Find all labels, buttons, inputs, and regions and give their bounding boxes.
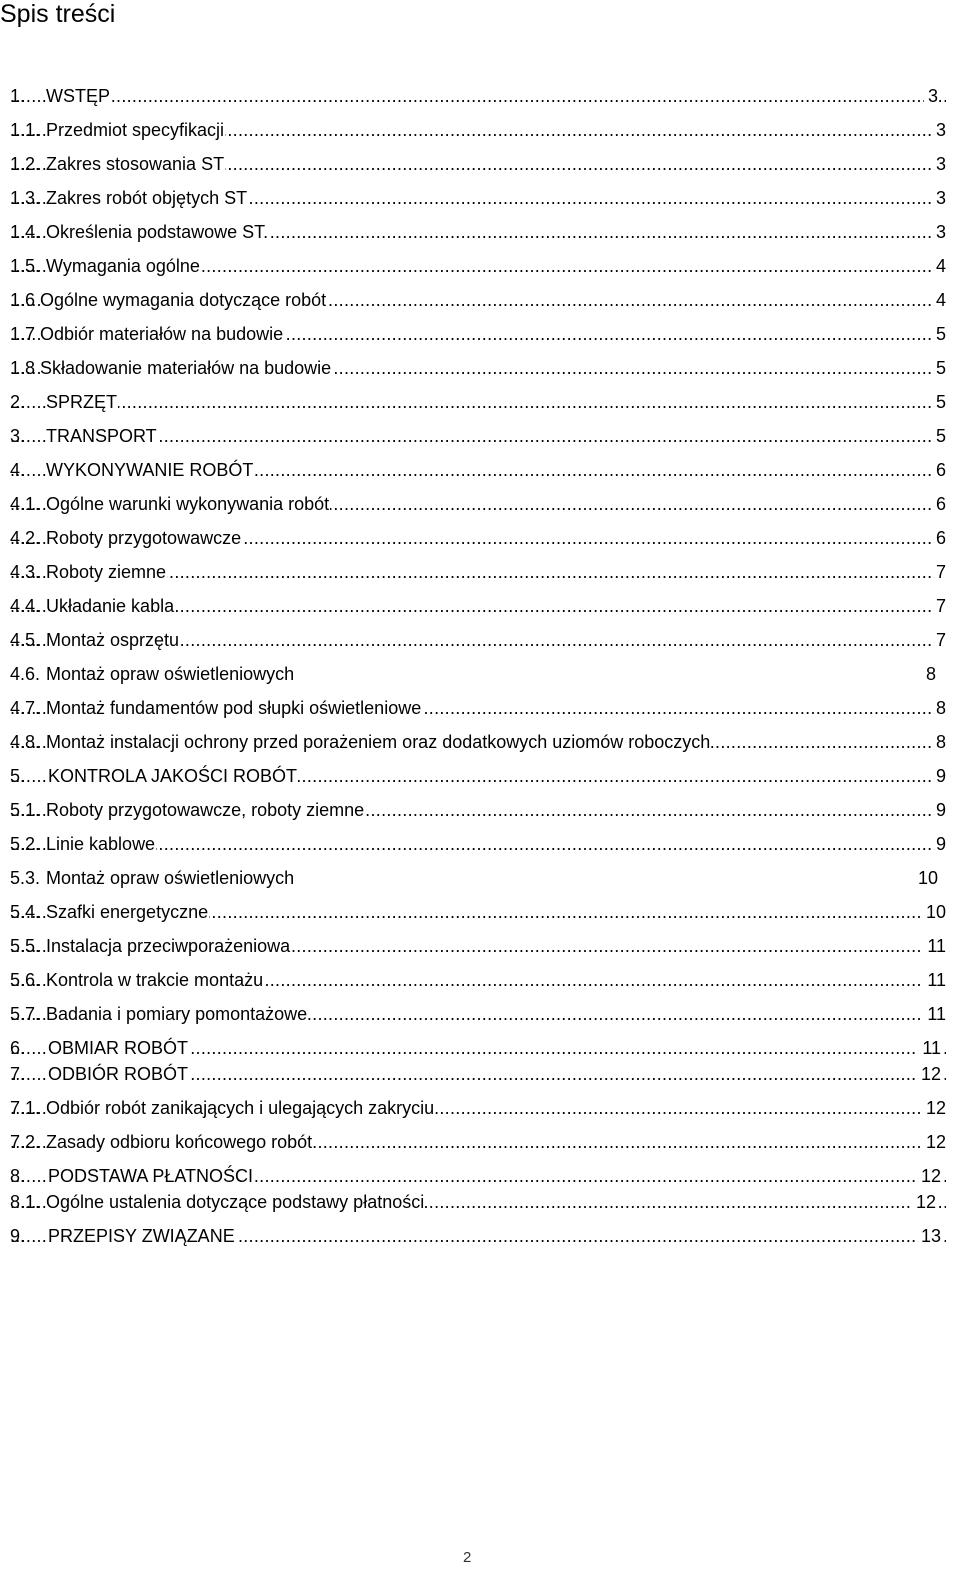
toc-entry-title[interactable]: ODBIÓR ROBÓT <box>48 1064 189 1084</box>
toc-entry-title[interactable]: Linie kablowe <box>46 834 156 854</box>
toc-entry-5-1[interactable] <box>10 798 946 822</box>
toc-entry-page: 5 <box>932 322 946 346</box>
dot-leader <box>10 390 946 414</box>
toc-entry-number: 1.5. <box>10 256 41 276</box>
toc-entry-number: 7. <box>10 1064 26 1084</box>
toc-entry-1-8[interactable] <box>10 356 946 380</box>
toc-entry-number: 4.1. <box>10 494 41 514</box>
toc-entry-page: 3 <box>932 220 946 244</box>
toc-entry-number: 4. <box>10 460 26 480</box>
page-title: Spis treści <box>0 0 116 28</box>
toc-entry-page: 10 <box>922 900 946 924</box>
toc-entry-4-7[interactable] <box>10 696 946 720</box>
toc-entry-page: 9 <box>932 832 946 856</box>
toc-entry-number: 1.2. <box>10 154 41 174</box>
toc-entry-page: 11 <box>923 934 946 958</box>
toc-entry-title[interactable]: Roboty ziemne <box>46 562 167 582</box>
toc-entry-page: 11 <box>923 968 946 992</box>
toc-entry-title[interactable]: OBMIAR ROBÓT <box>48 1038 189 1058</box>
toc-entry-title[interactable]: PODSTAWA PŁATNOŚCI <box>48 1166 254 1186</box>
toc-entry-page: 5 <box>932 424 946 448</box>
toc-entry-page: 3 <box>932 152 946 176</box>
toc-entry-title[interactable]: Zakres stosowania ST <box>46 154 225 174</box>
toc-entry-title[interactable]: Składowanie materiałów na budowie <box>40 358 332 378</box>
toc-entry-5-6[interactable] <box>10 968 946 992</box>
toc-entry-page: 12 <box>912 1190 936 1214</box>
toc-entry-number: 1.8 <box>10 358 36 378</box>
toc-entry-title[interactable]: WSTĘP <box>46 86 111 106</box>
toc-entry-title[interactable]: Ogólne ustalenia dotyczące podstawy płatności <box>46 1192 425 1212</box>
toc-entry-number: 1.4. <box>10 222 41 242</box>
toc-entry-title[interactable]: Roboty przygotowawcze, roboty ziemne <box>46 800 365 820</box>
toc-entry-4-2[interactable] <box>10 526 946 550</box>
toc-entry-4-8[interactable] <box>10 730 946 754</box>
toc-entry-number: 4.3. <box>10 562 41 582</box>
toc-entry-number: 9. <box>10 1226 26 1246</box>
toc-entry-title[interactable]: Ogólne warunki wykonywania robót <box>46 494 330 514</box>
toc-entry-1-2[interactable] <box>10 152 946 176</box>
toc-entry-title[interactable]: Montaż fundamentów pod słupki oświetleniowe <box>46 698 422 718</box>
toc-entry-number: 4.7. <box>10 698 41 718</box>
toc-entry-1-3[interactable] <box>10 186 946 210</box>
toc-entry-page: 12 <box>922 1096 946 1120</box>
toc-entry-number: 1.7 <box>10 324 36 344</box>
toc-entry-7-2[interactable] <box>10 1130 946 1154</box>
toc-entry-number: 5.4. <box>10 902 41 922</box>
toc-entry-1-4[interactable] <box>10 220 946 244</box>
toc-entry-title[interactable]: Montaż instalacji ochrony przed porażeniem oraz dodatkowych uziomów roboczych <box>46 732 711 752</box>
toc-entry-8-1[interactable] <box>10 1190 946 1214</box>
toc-entry-number: 8.1. <box>10 1192 41 1212</box>
toc-entry-page: 9 <box>932 798 946 822</box>
toc-entry-page: 5 <box>932 356 946 380</box>
toc-entry-page: 3 <box>932 186 946 210</box>
toc-entry-title[interactable]: Montaż opraw oświetleniowych <box>46 868 295 888</box>
toc-entry-title[interactable]: Ogólne wymagania dotyczące robót <box>40 290 327 310</box>
toc-entry-title[interactable]: Wymagania ogólne <box>46 256 200 276</box>
toc-entry-number: 8. <box>10 1166 26 1186</box>
toc-entry-number: 1.3. <box>10 188 41 208</box>
toc-entry-title[interactable]: TRANSPORT <box>46 426 157 446</box>
toc-entry-title[interactable]: Montaż opraw oświetleniowych <box>46 664 295 684</box>
toc-entry-title[interactable]: Układanie kabla <box>46 596 175 616</box>
toc-entry-title[interactable]: Zasady odbioru końcowego robót <box>46 1132 313 1152</box>
toc-entry-page: 4 <box>932 288 946 312</box>
toc-entry-6[interactable] <box>10 1036 946 1060</box>
toc-entry-title[interactable]: Szafki energetyczne <box>46 902 209 922</box>
toc-entry-number: 5. <box>10 766 26 786</box>
toc-entry-page: 12 <box>917 1062 941 1086</box>
toc-entry-5-2[interactable] <box>10 832 946 856</box>
toc-entry-number: 1. <box>10 86 26 106</box>
page-number: 2 <box>463 1549 472 1566</box>
toc-entry-7[interactable] <box>10 1062 946 1086</box>
toc-entry-number: 3. <box>10 426 26 446</box>
toc-entry-title[interactable]: Instalacja przeciwporażeniowa <box>46 936 291 956</box>
toc-entry-title[interactable]: PRZEPISY ZWIĄZANE <box>48 1226 235 1246</box>
toc-entry-4-1[interactable] <box>10 492 946 516</box>
toc-entry-5[interactable] <box>10 764 946 788</box>
toc-entry-number: 5.6. <box>10 970 41 990</box>
toc-entry-1-6[interactable] <box>10 288 946 312</box>
toc-entry-page: 7 <box>932 594 946 618</box>
toc-entry-title[interactable]: KONTROLA JAKOŚCI ROBÓT <box>48 766 298 786</box>
toc-entry-5-3[interactable] <box>10 866 946 890</box>
toc-entry-page: 11 <box>923 1002 946 1026</box>
toc-entry-page: 7 <box>932 628 946 652</box>
toc-entry-4-6[interactable] <box>10 662 946 686</box>
toc-entry-4[interactable] <box>10 458 946 482</box>
toc-entry-title[interactable]: Odbiór materiałów na budowie <box>40 324 284 344</box>
toc-entry-1-1[interactable] <box>10 118 946 142</box>
toc-entry-page: 5 <box>932 390 946 414</box>
toc-entry-page: 13 <box>917 1224 941 1248</box>
toc-entry-title[interactable]: Przedmiot specyfikacji <box>46 120 225 140</box>
toc-entry-title[interactable]: Zakres robót objętych ST <box>46 188 248 208</box>
toc-entry-number: 5.2. <box>10 834 41 854</box>
toc-entry-number: 4.5. <box>10 630 41 650</box>
toc-entry-page: 7 <box>932 560 946 584</box>
toc-entry-1-5[interactable] <box>10 254 946 278</box>
toc-entry-title[interactable]: Określenia podstawowe ST. <box>46 222 269 242</box>
toc-entry-4-4[interactable] <box>10 594 946 618</box>
toc-entry-page: 6 <box>932 458 946 482</box>
toc-entry-5-4[interactable] <box>10 900 946 924</box>
toc-entry-number: 1.6 <box>10 290 36 310</box>
toc-entry-page: 6 <box>932 526 946 550</box>
toc-entry-page: 8 <box>932 730 946 754</box>
toc-entry-4-3[interactable] <box>10 560 946 584</box>
toc-entry-number: 4.4. <box>10 596 41 616</box>
toc-entry-page: 3 <box>924 84 938 108</box>
toc-entry-number: 7.2. <box>10 1132 41 1152</box>
toc-entry-1[interactable] <box>10 84 946 108</box>
toc-entry-8[interactable] <box>10 1164 946 1188</box>
toc-entry-page: 11 <box>918 1036 941 1060</box>
dot-leader <box>10 84 946 108</box>
toc-entry-7-1[interactable] <box>10 1096 946 1120</box>
toc-entry-page: 4 <box>932 254 946 278</box>
toc-entry-title[interactable]: Odbiór robót zanikających i ulegających zakryciu <box>46 1098 435 1118</box>
toc-entry-title[interactable]: Badania i pomiary pomontażowe <box>46 1004 308 1024</box>
toc-entry-number: 6. <box>10 1038 26 1058</box>
toc-entry-title[interactable]: Montaż osprzętu <box>46 630 180 650</box>
toc-entry-number: 5.3. <box>10 868 41 888</box>
toc-entry-number: 4.6. <box>10 664 41 684</box>
toc-entry-title[interactable]: Roboty przygotowawcze <box>46 528 242 548</box>
toc-entry-5-5[interactable] <box>10 934 946 958</box>
toc-entry-title[interactable]: Kontrola w trakcie montażu <box>46 970 264 990</box>
toc-entry-9[interactable] <box>10 1224 946 1248</box>
toc-entry-3[interactable] <box>10 424 946 448</box>
toc-entry-5-7[interactable] <box>10 1002 946 1026</box>
toc-entry-number: 4.8. <box>10 732 41 752</box>
toc-entry-page: 8 <box>932 696 946 720</box>
toc-entry-page: 12 <box>922 1130 946 1154</box>
toc-entry-page: 3 <box>932 118 946 142</box>
toc-entry-page: 9 <box>932 764 946 788</box>
toc-entry-page: 10 <box>914 866 938 890</box>
toc-entry-4-5[interactable] <box>10 628 946 652</box>
toc-entry-title[interactable]: WYKONYWANIE ROBÓT <box>46 460 254 480</box>
toc-entry-title[interactable]: SPRZĘT <box>46 392 118 412</box>
toc-entry-number: 4.2. <box>10 528 41 548</box>
toc-entry-number: 1.1. <box>10 120 41 140</box>
toc-entry-page: 6 <box>932 492 946 516</box>
toc-entry-page: 8 <box>922 662 936 686</box>
toc-entry-1-7[interactable] <box>10 322 946 346</box>
toc-entry-page: 12 <box>917 1164 941 1188</box>
toc-entry-number: 7.1. <box>10 1098 41 1118</box>
toc-entry-number: 2. <box>10 392 26 412</box>
toc-entry-2[interactable] <box>10 390 946 414</box>
toc-entry-number: 5.1. <box>10 800 41 820</box>
toc-entry-number: 5.5. <box>10 936 41 956</box>
toc-entry-number: 5.7. <box>10 1004 41 1024</box>
